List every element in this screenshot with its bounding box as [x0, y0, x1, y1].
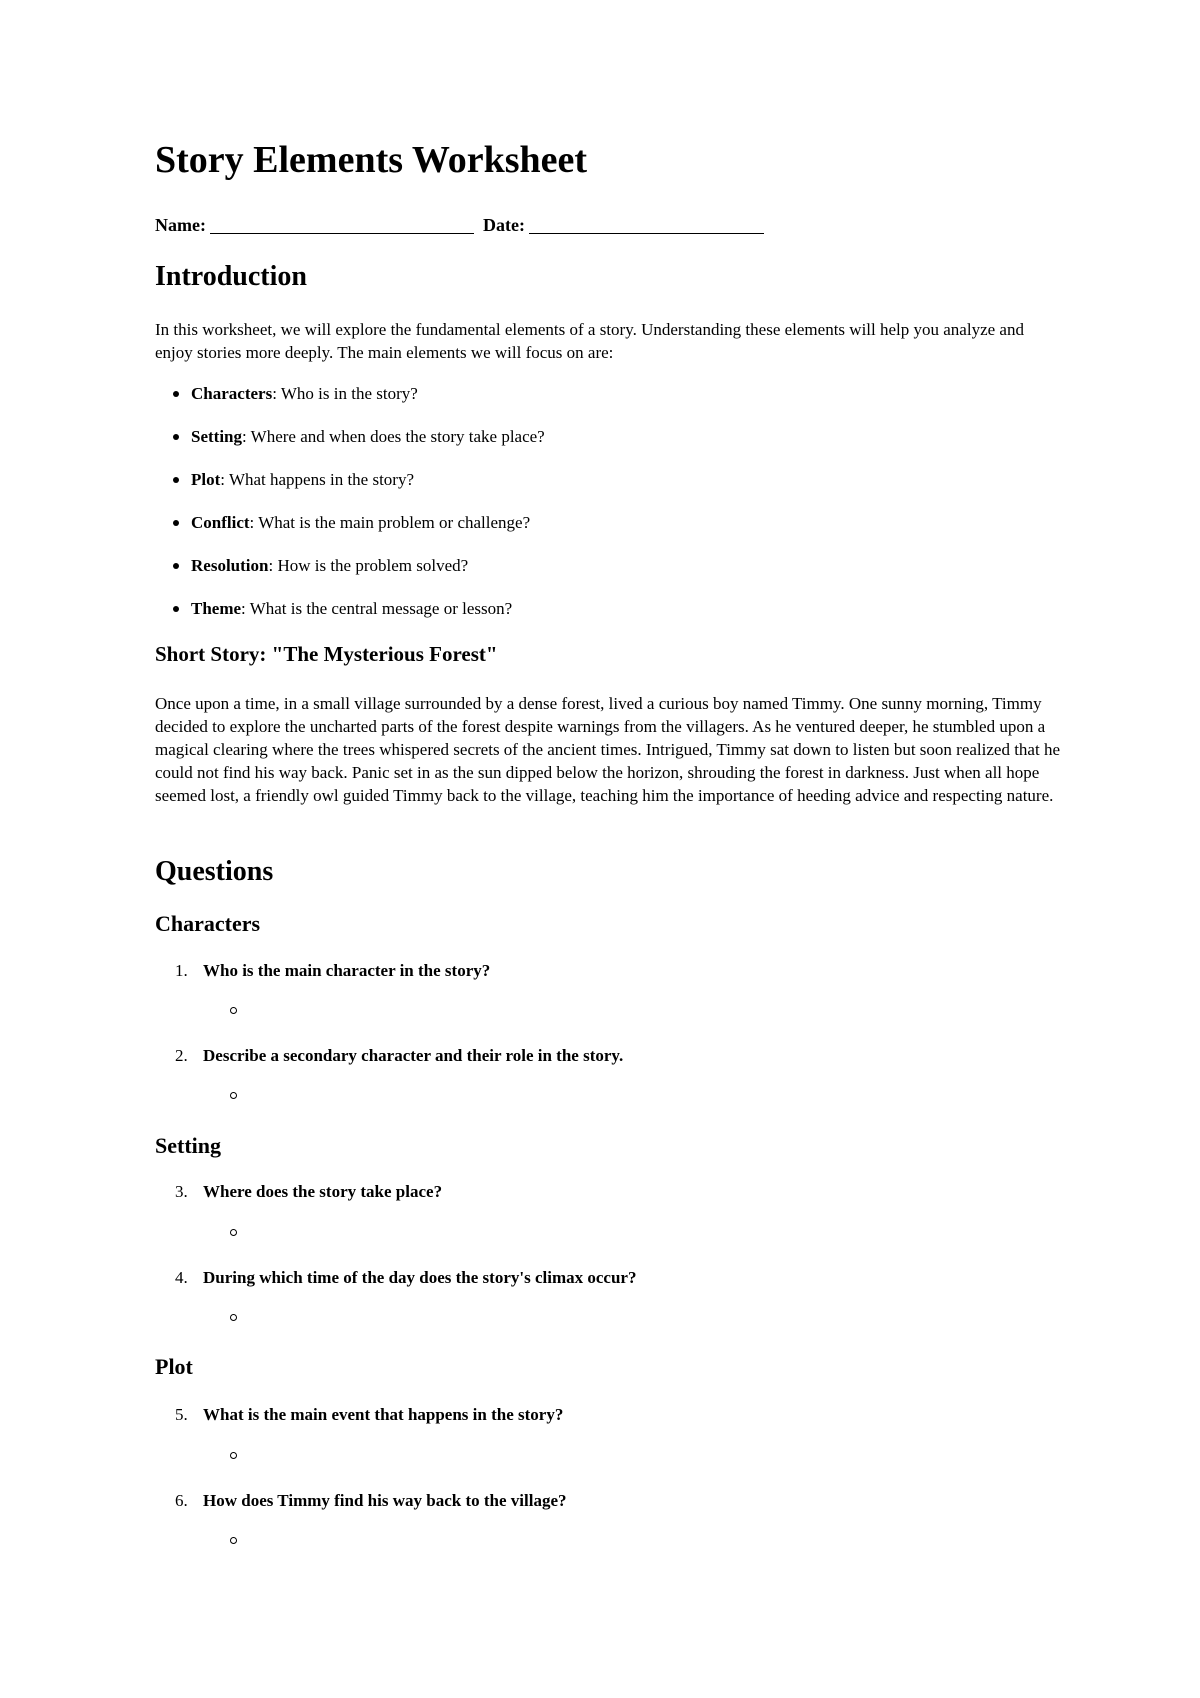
section-title-setting: Setting — [155, 1133, 221, 1158]
intro-heading: Introduction — [155, 261, 307, 292]
question-number: 1. — [175, 961, 188, 980]
element-desc: : How is the problem solved? — [268, 556, 469, 575]
element-desc: : What happens in the story? — [220, 470, 415, 489]
list-item — [181, 557, 468, 574]
answer-bullet-icon[interactable] — [230, 1452, 237, 1459]
bullet-icon — [173, 434, 179, 440]
element-term: Resolution — [191, 556, 269, 575]
question-text: Describe a secondary character and their role in the story. — [203, 1046, 624, 1065]
question-item — [175, 1492, 567, 1509]
list-item — [181, 600, 512, 617]
list-item — [181, 428, 545, 445]
element-desc: : Who is in the story? — [272, 384, 418, 403]
element-desc: : What is the central message or lesson? — [241, 599, 513, 618]
date-blank-line[interactable] — [529, 217, 764, 234]
intro-paragraph: In this worksheet, we will explore the fundamental elements of a story. Understanding these elements will help you analyze and enjoy stories more deeply. The main elements we will focus on are: — [155, 320, 1024, 362]
element-term: Theme — [191, 599, 242, 618]
name-label: Name: — [155, 215, 206, 235]
question-text: During which time of the day does the story's climax occur? — [203, 1268, 637, 1287]
bullet-icon — [173, 606, 179, 612]
element-term: Setting — [191, 427, 242, 446]
question-number: 2. — [175, 1046, 188, 1065]
element-term: Plot — [191, 470, 221, 489]
story-paragraph: Once upon a time, in a small village surrounded by a dense forest, lived a curious boy named Timmy. One sunny morning, Timmy decided to explore the uncharted parts of the forest despite warnings from the villagers. As he ventured deeper, he stumbled upon a magical clearing where the trees whispered secrets of the ancient times. Intrigued, Timmy sat down to listen but soon realized that he could not find his way back. Panic set in as the sun dipped below the horizon, shrouding the forest in darkness. Just when all hope seemed lost, a friendly owl guided Timmy back to the village, teaching him the importance of heeding advice and respecting nature. — [155, 694, 1060, 805]
bullet-icon — [173, 477, 179, 483]
element-desc: : Where and when does the story take place? — [242, 427, 545, 446]
element-desc: : What is the main problem or challenge? — [249, 513, 531, 532]
list-item — [181, 514, 530, 531]
answer-bullet-icon[interactable] — [230, 1007, 237, 1014]
section-title-plot: Plot — [155, 1354, 193, 1379]
answer-bullet-icon[interactable] — [230, 1092, 237, 1099]
name-date-line — [155, 216, 768, 234]
name-blank-line[interactable] — [210, 217, 474, 234]
question-item — [175, 1183, 442, 1200]
question-text: Where does the story take place? — [203, 1182, 443, 1201]
answer-bullet-icon[interactable] — [230, 1229, 237, 1236]
question-number: 4. — [175, 1268, 188, 1287]
section-title-characters: Characters — [155, 911, 261, 936]
question-text: How does Timmy find his way back to the village? — [203, 1491, 567, 1510]
answer-bullet-icon[interactable] — [230, 1314, 237, 1321]
element-term: Characters — [191, 384, 273, 403]
question-item — [175, 1406, 563, 1423]
date-label: Date: — [482, 215, 525, 235]
question-item — [175, 1269, 636, 1286]
question-number: 5. — [175, 1405, 188, 1424]
question-number: 3. — [175, 1182, 188, 1201]
question-number: 6. — [175, 1491, 188, 1510]
question-text: What is the main event that happens in the story? — [203, 1405, 564, 1424]
page-title: Story Elements Worksheet — [155, 139, 588, 181]
list-item — [181, 471, 414, 488]
questions-heading: Questions — [155, 856, 274, 887]
bullet-icon — [173, 520, 179, 526]
question-item — [175, 962, 490, 979]
list-item — [181, 385, 418, 402]
story-heading: Short Story: "The Mysterious Forest" — [155, 642, 498, 666]
bullet-icon — [173, 563, 179, 569]
answer-bullet-icon[interactable] — [230, 1537, 237, 1544]
question-item — [175, 1047, 623, 1064]
element-term: Conflict — [191, 513, 250, 532]
question-text: Who is the main character in the story? — [203, 961, 491, 980]
bullet-icon — [173, 391, 179, 397]
